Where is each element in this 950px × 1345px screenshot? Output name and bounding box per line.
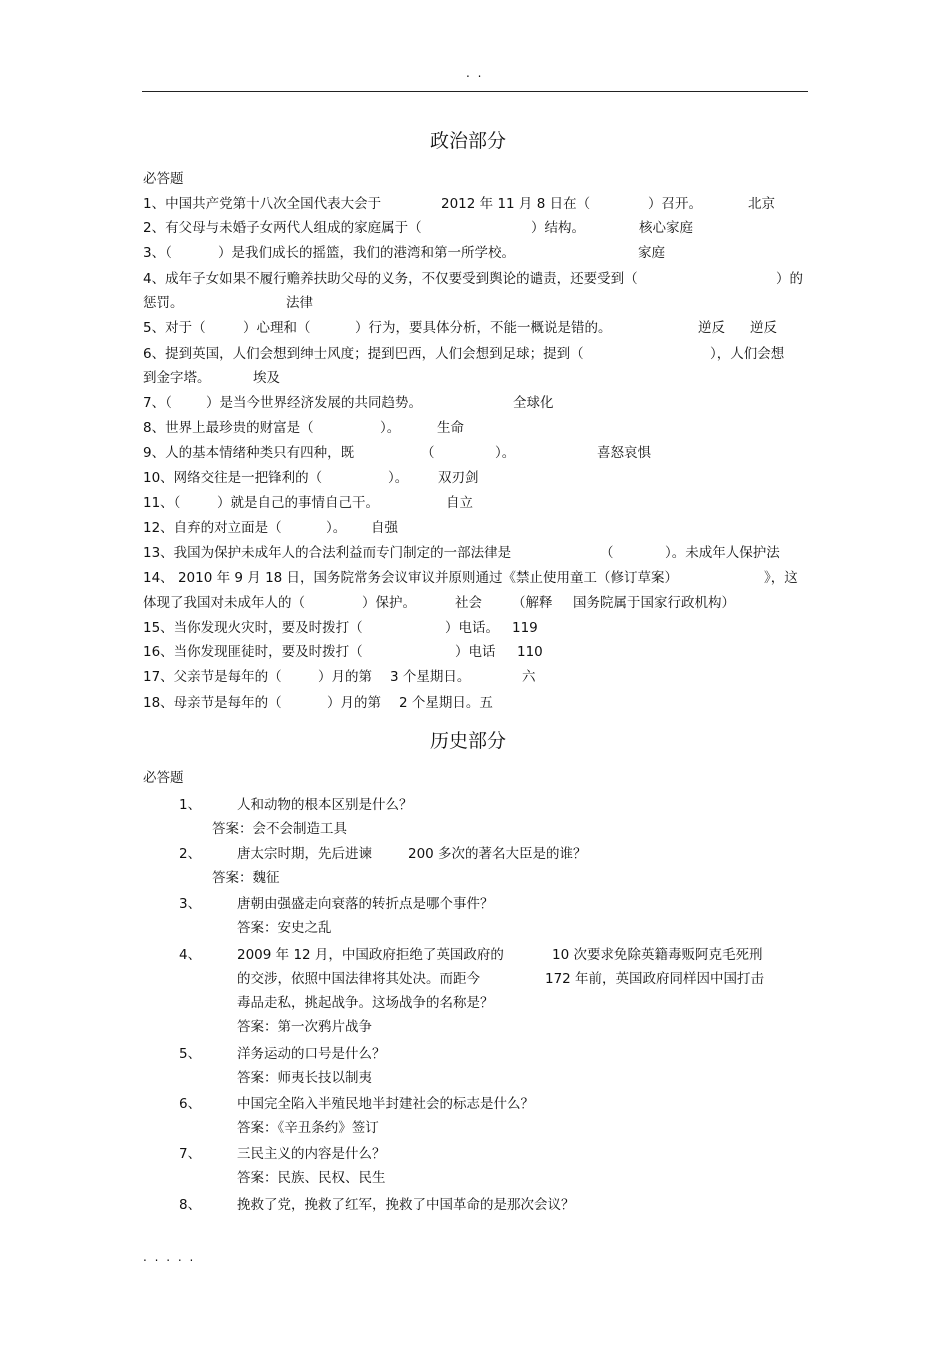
- question-text: 16、当你发现匪徒时，要及时拨打（: [143, 644, 363, 660]
- question-text: ）行为，要具体分析，不能一概说是错的。: [355, 320, 612, 336]
- question-text: 毒品走私，挑起战争。这场战争的名称是？: [237, 995, 494, 1011]
- item-number: 3、: [179, 896, 202, 912]
- header-rule: [142, 91, 808, 92]
- question-text: 唐朝由强盛走向衰落的转折点是哪个事件？: [237, 896, 494, 912]
- question-text: 9、人的基本情绪种类只有四种，既: [143, 445, 355, 461]
- question-text: ）是我们成长的摇篮，我们的港湾和第一所学校。: [218, 245, 515, 261]
- question-text: ）电话。: [445, 620, 499, 636]
- question-text: ）的: [776, 271, 803, 287]
- question-text: 4、成年子女如果不履行赡养扶助父母的义务，不仅要受到舆论的谴责，还要受到（: [143, 271, 638, 287]
- question-text: 体现了我国对未成年人的（: [143, 595, 305, 611]
- note-text: 国务院属于国家行政机构）: [573, 595, 735, 611]
- item-number: 7、: [179, 1146, 202, 1162]
- question-text: 8、世界上最珍贵的财富是（: [143, 420, 314, 436]
- question-text: 1、中国共产党第十八次全国代表大会于: [143, 196, 382, 212]
- history-required-label: 必答题: [143, 770, 184, 786]
- question-text: ）召开。: [648, 196, 702, 212]
- question-text: ）月的第: [327, 695, 381, 711]
- politics-title: 政治部分: [430, 130, 507, 152]
- question-text: 14、 2010 年 9 月 18 日，国务院常务会议审议并原则通过《禁止使用童工（修订草案）: [143, 570, 679, 586]
- question-text: ）电话: [455, 644, 496, 660]
- question-text: 10 次要求免除英籍毒贩阿克毛死刑: [552, 947, 763, 963]
- answer-text: 自立: [446, 495, 473, 511]
- answer-text: 答案：会不会制造工具: [212, 821, 347, 837]
- answer-text: 逆反: [698, 320, 725, 336]
- answer-text: 自强: [371, 520, 398, 536]
- question-text: 18、母亲节是每年的（: [143, 695, 282, 711]
- item-number: 1、: [179, 797, 202, 813]
- question-text: ）。: [380, 420, 401, 436]
- question-text: 三民主义的内容是什么？: [237, 1146, 386, 1162]
- question-text: 172 年前，英国政府同样因中国打击: [545, 971, 765, 987]
- note-text: （解释: [512, 595, 553, 611]
- question-text: （: [600, 545, 614, 561]
- answer-text: 北京: [748, 196, 775, 212]
- question-text: 人和动物的根本区别是什么？: [237, 797, 413, 813]
- answer-text: 答案：魏征: [212, 870, 280, 886]
- answer-text: 六: [522, 669, 536, 685]
- answer-text: 核心家庭: [639, 220, 693, 236]
- question-text: 5、对于（: [143, 320, 206, 336]
- question-text: 的交涉，依照中国法律将其处决。而距今: [237, 971, 480, 987]
- question-text: 惩罚。: [143, 295, 184, 311]
- question-text: 10、网络交往是一把锋利的（: [143, 470, 323, 486]
- answer-text: 喜怒哀惧: [597, 445, 651, 461]
- answer-text: 答案：安史之乱: [237, 920, 332, 936]
- answer-text: 答案：师夷长技以制夷: [237, 1070, 372, 1086]
- question-text: 17、父亲节是每年的（: [143, 669, 282, 685]
- item-number: 5、: [179, 1046, 202, 1062]
- question-text: ）。: [326, 520, 347, 536]
- answer-text: 埃及: [253, 370, 280, 386]
- answer-text: 全球化: [513, 395, 554, 411]
- question-text: 到金字塔。: [143, 370, 211, 386]
- question-text: ）是当今世界经济发展的共同趋势。: [206, 395, 422, 411]
- question-text: 中国完全陷入半殖民地半封建社会的标志是什么？: [237, 1096, 534, 1112]
- history-title: 历史部分: [430, 730, 507, 752]
- question-text: ）月的第: [318, 669, 372, 685]
- question-text: 2009 年 12 月，中国政府拒绝了英国政府的: [237, 947, 504, 963]
- item-number: 4、: [179, 947, 202, 963]
- question-text: ）。未成年人保护法: [665, 545, 780, 561]
- question-text: 3、（: [143, 245, 172, 261]
- question-text: 13、我国为保护未成年人的合法利益而专门制定的一部法律是: [143, 545, 512, 561]
- question-text: 6、提到英国，人们会想到绅士风度；提到巴西，人们会想到足球；提到（: [143, 346, 584, 362]
- footer-dots: . . . . .: [143, 1250, 196, 1264]
- question-text: 15、当你发现火灾时，要及时拨打（: [143, 620, 363, 636]
- question-text: 唐太宗时期，先后进谏: [237, 846, 372, 862]
- answer-text: 119: [512, 620, 538, 636]
- question-text: 2012 年 11 月 8 日在（: [441, 196, 591, 212]
- question-text: 200 多次的著名大臣是的谁？: [408, 846, 587, 862]
- question-text: 》，这: [764, 570, 798, 586]
- question-text: ）结构。: [531, 220, 585, 236]
- question-text: ），人们会想: [710, 346, 785, 362]
- question-text: ）就是自己的事情自己干。: [217, 495, 379, 511]
- header-dots: . .: [466, 66, 484, 80]
- question-text: 洋务运动的口号是什么？: [237, 1046, 386, 1062]
- answer-text: 生命: [437, 420, 464, 436]
- answer-text: 110: [517, 644, 543, 660]
- answer-text: 社会: [455, 595, 482, 611]
- item-number: 8、: [179, 1197, 202, 1213]
- answer-text: 双刃剑: [438, 470, 479, 486]
- question-text: 12、自弃的对立面是（: [143, 520, 282, 536]
- item-number: 6、: [179, 1096, 202, 1112]
- question-text: ）。: [388, 470, 409, 486]
- answer-text: 答案：第一次鸦片战争: [237, 1019, 372, 1035]
- question-text: 11、（: [143, 495, 181, 511]
- item-number: 2、: [179, 846, 202, 862]
- question-text: 2、有父母与未婚子女两代人组成的家庭属于（: [143, 220, 422, 236]
- answer-text: 逆反: [750, 320, 777, 336]
- answer-text: 答案：《辛丑条约》签订: [237, 1120, 379, 1136]
- question-text: ）心理和（: [243, 320, 311, 336]
- question-text: 3 个星期日。: [390, 669, 471, 685]
- answer-text: 家庭: [638, 245, 665, 261]
- answer-text: 答案：民族、民权、民生: [237, 1170, 386, 1186]
- question-text: ）。: [495, 445, 516, 461]
- question-text: 7、（: [143, 395, 172, 411]
- question-text: 挽救了党，挽救了红军，挽救了中国革命的是那次会议？: [237, 1197, 575, 1213]
- question-text: 2 个星期日。五: [399, 695, 493, 711]
- question-text: ）保护。: [362, 595, 416, 611]
- answer-text: 法律: [286, 295, 313, 311]
- question-text: （: [421, 445, 435, 461]
- politics-required-label: 必答题: [143, 171, 184, 187]
